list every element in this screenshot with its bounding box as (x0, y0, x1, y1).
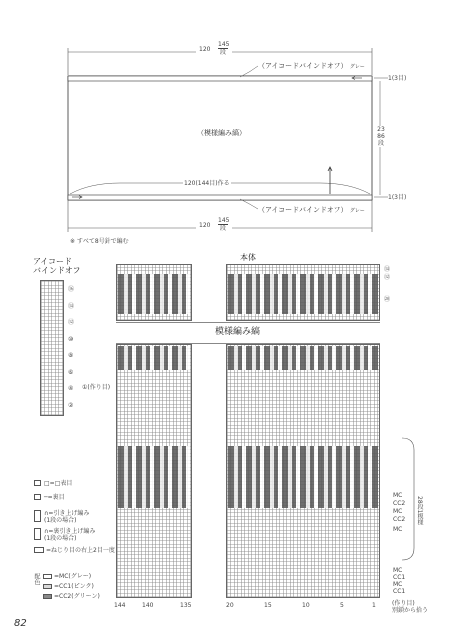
col-num-144: 144 (114, 602, 126, 609)
page-number-text: 82 (14, 618, 27, 629)
swatch-mc (43, 574, 52, 579)
width-number: 120 (199, 46, 211, 53)
legend-item-0 (44, 480, 72, 487)
band-label (215, 328, 260, 337)
bottom-edge-text: （アイコードバインドオフ） (258, 206, 348, 214)
bottom-width-label (199, 222, 210, 229)
top-pattern-left (118, 274, 190, 314)
color-item-2-text: =CC2(グリーン) (54, 593, 100, 600)
legend-item-4-text: =ねじり目の右上2目一度 (46, 547, 115, 554)
needle-note-text: ※ すべて8号針で編む (70, 238, 129, 245)
bottom-right-text: 1(3目) (388, 194, 407, 201)
icord-row-marks (68, 282, 74, 414)
icord-title (33, 257, 81, 275)
icord-mark-3: ⑩ (68, 335, 74, 343)
col-num-135: 135 (180, 602, 192, 609)
color-mark-3: CC2 (393, 516, 406, 523)
legend-item-2-text: ∩=引き上げ編み (44, 510, 90, 517)
height-label (376, 126, 386, 147)
bottom-pattern-1l (118, 346, 190, 370)
legend-item-3-sub: (1段の場合) (44, 535, 77, 542)
bottom-pattern-2l (118, 446, 190, 508)
col-num-5: 5 (340, 602, 344, 609)
legend-symbol-twist-dec (34, 547, 44, 553)
icord-cast-note-text: ①(作り目) (82, 384, 111, 391)
fraction-bottom: 段 (219, 49, 226, 56)
top-edge-label (258, 62, 365, 71)
color-mark-8: CC1 (393, 588, 406, 595)
swatch-cc2 (43, 594, 52, 599)
repeat-bracket (400, 436, 430, 566)
legend-item-1-text: ─=裏目 (44, 494, 65, 501)
legend-symbol-slip (34, 510, 41, 522)
cast-on-label (183, 180, 231, 187)
col-num-15: 15 (264, 602, 272, 609)
icord-mark-1: ⑭ (68, 302, 75, 310)
color-mark-0: MC (393, 492, 403, 499)
cast-on-text: 120(144目)作る (184, 180, 230, 187)
top-edge-color: グレー (349, 64, 365, 70)
repeat-label (416, 496, 423, 525)
top-pattern-right (228, 274, 378, 314)
height-frac: 86 (377, 133, 385, 140)
color-item-0 (54, 573, 91, 580)
page-number (14, 618, 27, 629)
color-mark-5: MC (393, 567, 403, 574)
legend-symbol-knit (34, 480, 41, 486)
legend-item-2-sub: (1段の場合) (44, 517, 77, 524)
color-item-1-text: =CC1(ピンク) (54, 583, 94, 590)
top-right-label (388, 75, 406, 82)
legend-symbol-purl (34, 494, 41, 500)
right-mark-2: ⑳ (384, 296, 391, 303)
legend-item-0-text: □=□表目 (44, 480, 73, 487)
bottom-edge-color: グレー (349, 208, 365, 214)
color-legend-title (33, 573, 40, 585)
bottom-pattern-2r (228, 446, 378, 508)
bottom-fraction-top: 145 (218, 217, 230, 224)
schematic-lines (0, 0, 453, 240)
main-chart-title (240, 253, 256, 262)
color-item-2 (54, 593, 100, 600)
color-mark-2: MC (393, 508, 403, 515)
icord-mark-6: ④ (68, 385, 74, 392)
icord-title-line2: バインドオフ (33, 266, 81, 275)
right-mark-0: ⑭ (384, 266, 391, 273)
main-chart-title-text: 本体 (240, 253, 256, 262)
color-mark-4: MC (393, 526, 403, 533)
color-mark-7: MC (393, 581, 403, 588)
body-label-text: （模様編み縞） (197, 129, 246, 137)
cast-on-note (392, 600, 428, 614)
band-label-text: 模様編み縞 (215, 327, 261, 337)
icord-chart (40, 280, 64, 416)
col-num-1: 1 (372, 602, 376, 609)
top-right-text: 1(3目) (388, 75, 407, 82)
col-num-10: 10 (302, 602, 310, 609)
icord-title-line1: アイコード (33, 257, 72, 266)
cast-on-note-line2: 別鎖から拾う (392, 607, 429, 614)
right-mark-box (384, 296, 390, 303)
col-num-20: 20 (226, 602, 234, 609)
icord-mark-5: ⑥ (68, 368, 74, 376)
icord-mark-2: ⑫ (68, 319, 75, 326)
legend-item-1 (44, 494, 65, 501)
top-edge-text: （アイコードバインドオフ） (258, 62, 348, 70)
repeat-label-text: 28段1模様 (416, 496, 423, 526)
color-marks-lower (393, 567, 405, 595)
icord-mark-0: ⑯ (68, 286, 75, 293)
color-legend-title-text: 配色 (33, 573, 40, 585)
right-marks-top (384, 266, 390, 282)
legend-item-3-text: ∩=裏引き上げ編み (44, 528, 96, 535)
icord-mark-4: ⑧ (68, 352, 74, 359)
bottom-edge-label (258, 206, 365, 215)
color-mark-6: CC1 (393, 574, 406, 581)
legend-symbol-purl-slip (34, 528, 41, 540)
legend-item-2 (44, 510, 89, 524)
color-mark-1: CC2 (393, 500, 406, 507)
cast-on-note-line1: (作り目) (392, 600, 415, 607)
height-unit: 段 (377, 140, 384, 147)
color-item-1 (54, 583, 94, 590)
bottom-width-fraction (218, 217, 228, 232)
bottom-right-label (388, 194, 406, 201)
swatch-cc1 (43, 584, 52, 589)
fraction-top: 145 (218, 41, 230, 48)
bottom-pattern-1r (228, 346, 378, 370)
height-number: 23 (377, 126, 385, 133)
body-label (197, 129, 246, 137)
legend-item-3 (44, 528, 95, 542)
right-mark-1: ⑫ (384, 274, 391, 281)
color-item-0-text: =MC(グレー) (54, 573, 92, 580)
icord-mark-7: ② (68, 401, 74, 409)
bottom-width-number: 120 (199, 222, 211, 229)
icord-cast-note (82, 384, 110, 391)
legend-item-4 (46, 547, 115, 554)
needle-note (70, 238, 129, 245)
bottom-fraction-bottom: 段 (219, 225, 226, 232)
col-num-140: 140 (142, 602, 154, 609)
